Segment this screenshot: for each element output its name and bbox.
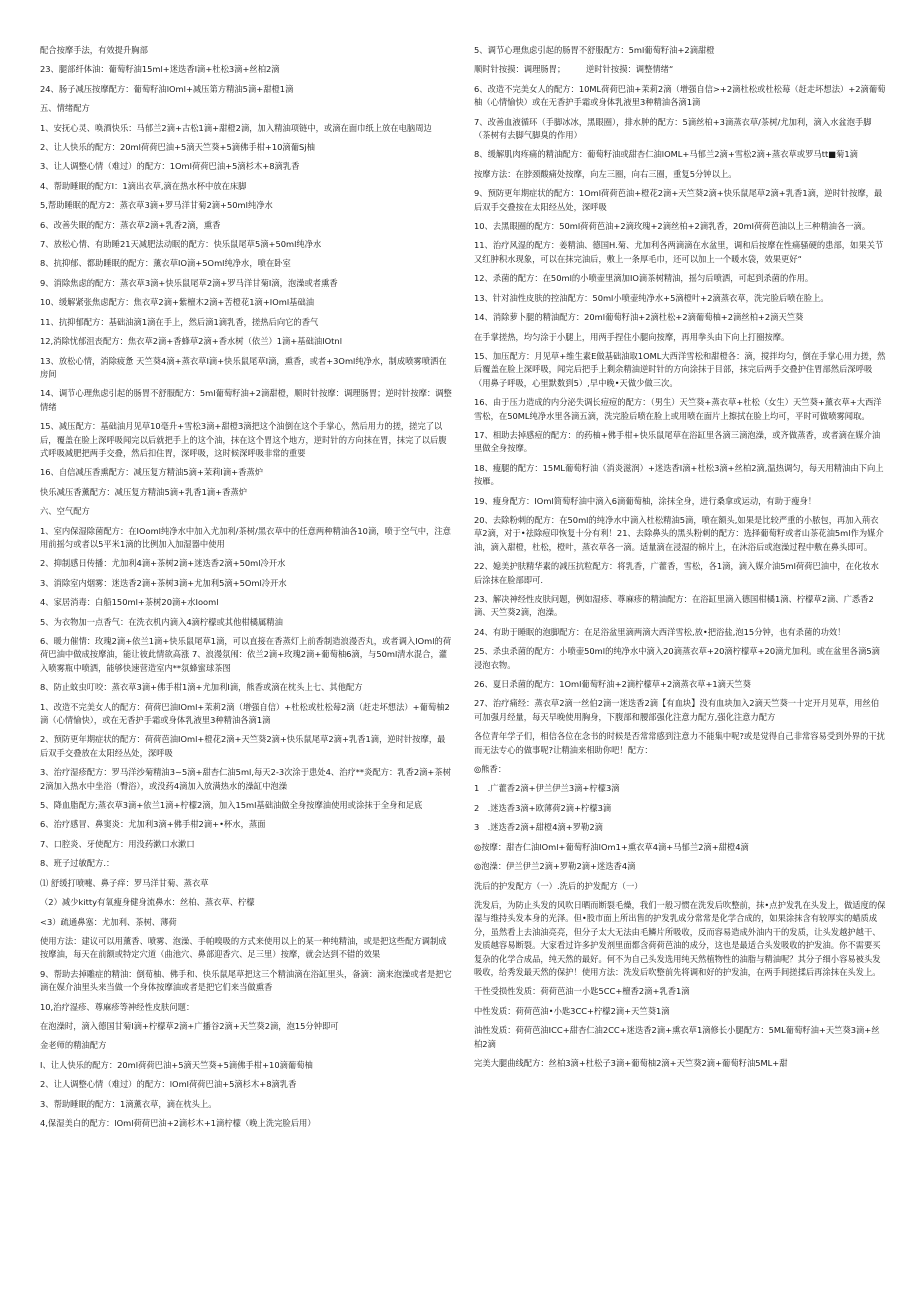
left-paragraph: 4、家居消毒：白船150ml+茶树20滴+水Iooml	[40, 597, 219, 608]
left-paragraph: 4、帮助睡眠的配方I：1滴出衣草,滴在热水杯中放在床脚	[40, 180, 247, 191]
left-paragraph: 2、预防更年期症状的配方：荷荷芭油IOml+橙花2滴+天竺葵2滴+快乐鼠尾草2滴+乳香1滴，逆时针按摩，最后双手交叠放在太阳经丛处，深呼吸	[40, 734, 446, 758]
left-paragraph: 6、改善失眠的配方：蒸衣草2滴+乳香2滴，熏香	[40, 219, 221, 230]
left-paragraph: 15、减压配方：基础油月见草10毫升+雪松3滴+甜橙3滴把这个油倒在这个手掌心，然后用力的搓，搓完了以后，覆盖在脸上深呼吸闻完以后就把手上的这个油，抹在这个胃这个地方，逆时针的方向抹在胃，抹完了以后腹式呼吸减肥把两手交叠，然后扣住胃，深呼吸，这时候深呼吸非常的重要	[40, 421, 447, 458]
right-paragraph: ◎按摩：甜杏仁油lOml+葡萄籽油lOm1+熏衣草4滴+马郁兰2滴+甜橙4滴	[474, 841, 749, 852]
left-paragraph: 7、口腔炎、牙使配方：用没药漱口水漱口	[40, 838, 195, 849]
right-paragraph: 1 .广藿香2滴+伊兰伊兰3滴+柠檬3滴	[474, 783, 620, 794]
right-paragraph: 14、消除萝卜腿的精油配方：20ml葡萄籽油+2滴杜松+2滴葡萄柚+2滴丝柏+2滴天竺葵	[474, 312, 804, 323]
left-paragraph: 7、放松心情、有助睡21天减肥法动眠的配方：快乐鼠尾草5滴+50ml纯净水	[40, 239, 322, 250]
left-paragraph: 11、抗抑郁配方：基础油滴1滴在手上，然后滴1滴乳香，搓热后向它的香气	[40, 316, 319, 327]
left-paragraph: 快乐减压香薰配方：减压复方精油5滴+乳香1滴+香蒸炉	[40, 486, 247, 497]
left-paragraph: 2、让人调整心情（难过）的配方：lOml荷荷巴油+5滴杉木+8滴乳香	[40, 1079, 297, 1090]
right-paragraph: 27、治疗痛经：蒸衣草2滴一丝伯2滴一迷迭香2滴【有血块】没有血块加入2滴天竺葵一十定开月见草，用丝伯可加强月经量，每天早晚使用胸身，下腹部和腰部强化注意力配方,强化注意力配方	[474, 698, 880, 722]
left-paragraph: 23、腿部纤体油：葡萄籽油15ml+迷迭香I滴+杜松3滴+丝柏2滴	[40, 64, 280, 75]
left-paragraph: 10、缓解紧张焦虑配方：焦衣草2滴+紫檀木2滴+苦橙花1滴+IOml基础油	[40, 297, 315, 308]
left-paragraph: <3）疏通鼻塞：尤加利、茶树、薄荷	[40, 916, 177, 927]
left-paragraph: 1、改造不完美女人的配方：荷荷巴油IOml+茉莉2滴（增强自信）+杜松或杜松莓2滴（赶走坏想法）+葡萄柚2滴（心情愉快），或在无香护手霜或身体乳液里3种精油各滴1滴	[40, 701, 450, 726]
right-paragraph: 10、去黑眼圈的配方：50ml荷荷芭油+2滴玫瑰+2滴丝柏+2滴乳香，20ml荷荷芭油以上三种精油各一滴。	[474, 221, 871, 232]
right-paragraph: 20、去除粉刺的配方：在50ml的纯净水中滴入杜松精油5滴，喷在额头,如果是比较严重的小脓包，再加入荊衣草2滴，对于•祛除痘印恢复十分有利！21、去除鼻头的黑头粉刺的配方：选择葡萄籽或者山茶花油5ml作为媒介油，滴入甜橙，杜松，橙叶，蒸衣草各一滴。适量滴在浸湿的棉片上，在沐浴后或泡澡过程中敷在鼻头即可。	[474, 514, 884, 552]
right-paragraph: 完美大腿曲线配方：丝柏3滴+杜松子3滴+葡萄柚2滴+天竺葵2滴+葡萄籽油5ML+甜	[474, 1057, 788, 1068]
right-paragraph: 22、媳美护肤精华素的减压抗粒配方：将乳香，广藿香，雪松，各1滴，滴入媒介油5ml荷荷巴油中，在化妆水后涂抹在脸部即可.	[474, 561, 879, 585]
left-paragraph: 3、帮助睡眠的配方：1滴薰衣草，滴在枕头上。	[40, 1098, 217, 1109]
left-paragraph: 12,消除忧郁沮丧配方：焦衣草2滴+香蜂草2滴+香水树（依兰）1滴+基础油IOtnl	[40, 336, 342, 347]
left-paragraph: 2、让人快乐的配方：20ml荷荷巴油+5滴天竺葵+5滴佛手柑+10滴葡Sj柚	[40, 142, 315, 153]
right-paragraph: 2 .迷迭香3滴+欧薄荷2滴+柠檬3滴	[474, 802, 612, 813]
left-paragraph: 使用方法：建议可以用薰香、喷雾、泡澡、手帕嗅吸的方式来使用以上的某一种纯精油，或是把这些配方调制成按摩油，每天在前额或特定穴道（曲池穴、鼻部迎香穴、足三里）按摩，就会达到不错的效果	[40, 935, 447, 960]
right-paragraph: 15、加压配方：月见草+维生素E做基础油取1OML大西洋雪松和甜橙各：滴，搅拌均匀，倒在手掌心用力搓，然后覆盖在脸上深呼吸，闻完后把手上剩余精油逆时针的方向涂抹于目部，抹完后两手交叠护住胃部然后深呼吸（用鼻子呼吸，心里默数到5）,早中晚•天做少做三次。	[474, 350, 886, 388]
right-column	[474, 44, 886, 1281]
right-paragraph: 6、改造不完美女人的配方：10ML荷荷巴油+茉莉2滴（增强自信>+2滴杜松或杜松莓（赶走坏想法）+2滴葡萄柚（心情愉快）或在无香护手霜或身体乳液里3种精油各滴1滴	[474, 83, 886, 108]
right-paragraph: 洗发后，为防止头发的风吹日晒而断裂毛燥，我们一般习惯在洗发后吹整前，抹•点护发乳在头发上，做适度的保湿与维持头发本身的光泽。但•股市面上所出售的护发乳成分常常是化学合成的，如果涂抹含有较厚实的蜡质成分，虽然看上去油油亮亮，但分子太大无法由毛鳞片所吸收，反而容易造成外油内干的发质，让头发越护越干、发质越容易断裂。大家看过许多护发剂里面都含荷荷芭油的成分，这也是最适合头发吸收的护发油。你不需要买复杂的化学合成品，纯天然的最好。何不为自己头发选用纯天然植物性的油脂与精油呢？其分子细小容易被头发吸收，给秀发最天然的保护！使用方法：洗发后吹整前先将调和好的护发油，在两手间搓揉后再涂抹在头发上。	[474, 899, 886, 977]
left-paragraph: 16、自信减压香熏配方：减压复方精油5滴+茉莉I滴+香蒸炉	[40, 467, 264, 478]
right-paragraph: 19、瘦身配方：IOml简萄籽油中滴入6滴葡萄柚，涂抹全身，进行桑拿或运动，有助于瘦身！	[474, 495, 817, 506]
left-paragraph: 在泡澡时，滴入德国甘菊I滴+柠檬草2滴+广播谷2滴+天竺葵2滴，泡15分钟即可	[40, 1020, 339, 1031]
left-paragraph: 六、空气配方	[40, 506, 90, 517]
right-paragraph: 13、针对油性皮肤的控油配方：50ml小喷壶纯净水+5滴橙叶+2滴蒸衣草，洗完脸后喷在脸上。	[474, 292, 829, 303]
left-paragraph: 3、让人调整心情（难过）的配方：1Oml荷荷巴油+5滴杉木+8滴乳香	[40, 161, 300, 172]
left-paragraph: ⑴ 舒缓打喷嚏、鼻子痒：罗马洋甘菊、蒸衣草	[40, 877, 209, 888]
left-paragraph: 五、情绪配方	[40, 103, 90, 114]
right-paragraph: 各位青年学子们，相信各位在念书的时候是否常常感到注意力不能集中呢?或是觉得自己非常容易受到外界的干扰而无法专心的做事呢?让精油来相助你吧！配方：	[474, 731, 885, 755]
left-paragraph: 5、为衣物加一点香气：在洗衣机内滴入4滴柠檬或其他柑橘属精油	[40, 616, 283, 627]
right-paragraph: 9、预防更年期症状的配方：1Oml荷荷芭油+橙花2滴+天竺葵2滴+快乐鼠尾草2滴+乳香1滴，逆时针按摩，最后双手交叠按在太阳经丛处，深呼吸	[474, 188, 883, 212]
left-paragraph: 6、暖力催情：玫瑰2滴+依兰1滴+快乐鼠尾草1滴，可以直接在香蒸灯上前香制造浪漫否丸，或者调入IOml的荷荷巴油中做成按摩油，能让彼此情欲高涨 7、浪漫氛闱：依兰2滴+玫瑰2滴+葡萄柚6滴，与50ml清水混合，灌入喷雾瓶中喷洒，能够快速营造室内**氛蜂蜜球茶图	[40, 636, 452, 673]
left-paragraph: 8、班子过敏配方.：	[40, 858, 115, 869]
right-paragraph: 油性发质：荷荷芭油ICC+甜杏仁油2CC+迷迭香2滴+熏衣草1滴修长小腿配方：5ML葡萄籽油+天竺葵3滴+丝柏2滴	[474, 1025, 880, 1049]
left-paragraph: 1、安抚心灵、唤酒快乐：马郁兰2滴+古松1滴+甜橙2滴，加入精油项链中，或滴在面巾纸上放在电脑周边	[40, 122, 432, 133]
left-paragraph: 9、消除焦虑的配方：蒸衣草3滴+快乐鼠尾草2滴+罗马洋甘菊I滴，泡澡或者熏香	[40, 277, 338, 288]
right-paragraph: 中性发质：荷荷芭油•小匙3CC+柠檬2滴+天竺葵1滴	[474, 1005, 670, 1016]
right-paragraph: 洗后的护发配方（一）.洗后的护发配方（一）	[474, 880, 643, 891]
right-paragraph: 在手掌搓热，均匀涂于小腿上，用两手捏住小腿向按摩，再用拳头由下向上打圈按摩。	[474, 331, 790, 342]
left-paragraph: 8、防止蚊虫叮咬：蒸衣草3滴+佛手柑1滴+尤加利I滴，熊香或滴在枕头上七、其他配方	[40, 682, 363, 693]
right-paragraph: 16、由于压力造成的内分泌失调长痘痘的配方：（男生）天竺葵+蒸衣草+杜松（女生）天竺葵+薰衣草+大西洋雪松，在50ML纯净水里各滴五滴，洗完脸后喷在脸上或用喷在面片上擦拭在脸上均可，平时可做喷雾闻取。	[474, 397, 882, 421]
left-paragraph: 14、调节心理焦虑引起的肠胃不舒服配方：5ml葡萄籽油+2滴甜橙，顺时针按摩：调理肠胃；逆时针按摩：调整情绪	[40, 388, 452, 412]
right-paragraph: 25、杀虫杀菌的配方：小喷壶50ml的纯净水中滴入20滴蒸衣草+20滴柠檬草+20滴尤加利。或在盆里各滴5滴浸泡衣物。	[474, 646, 880, 670]
left-paragraph: 3、消除室内烟雾：迷迭香2滴+茶树3滴+尤加利5滴+5Oml冷开水	[40, 577, 287, 588]
left-paragraph: 2、抑制感日传播：尤加利4滴+茶树2滴+迷迭香2滴+50ml冷开水	[40, 558, 286, 569]
right-paragraph: 干性受损性发质：荷荷芭油一小匙5CC+檀香2滴+乳香1滴	[474, 986, 690, 997]
left-paragraph: 13、放松心情，消除疲惫 天竺葵4滴+蒸衣草I滴+快乐鼠尾草I滴，熏香，或者+3Oml纯净水，制成喷雾喷洒在房间	[40, 355, 447, 379]
right-paragraph: 5、调节心理焦虑引起的肠胃不舒服配方：5ml葡萄籽油+2滴甜橙	[474, 45, 715, 55]
right-paragraph: ◎熊香：	[474, 764, 507, 775]
left-paragraph: 金老师的精油配方	[40, 1040, 107, 1051]
right-paragraph: 按摩方法：在脖颈酸痛处按摩，向左三圈，向右三圈，重复5分钟以上。	[474, 168, 737, 179]
right-paragraph: 8、缓解肌肉疼痛的精油配方：葡萄籽油或甜杏仁油lOML+马郁兰2滴+雪松2滴+蒸衣草或罗马tt■菊1滴	[474, 149, 858, 160]
left-paragraph: （2）减少kitty有氧瘦身健身流鼻水：丝柏、蒸衣草、柠檬	[40, 897, 255, 908]
left-paragraph: 5、降血脂配方;蒸衣草3滴+依兰1滴+柠檬2滴，加入15ml基础油做全身按摩油使用或涂抹于全身和足底	[40, 800, 423, 811]
right-paragraph: ◎泡澡：伊兰伊兰2滴+罗勒2滴+迷迭香4滴	[474, 861, 636, 872]
left-column	[40, 44, 452, 1281]
right-paragraph: 顺时针按摸：调理肠胃； 逆时针按摸：调整情绪“	[474, 64, 674, 75]
left-paragraph: 3、治疗湿疹配方：罗马洋沙菊精油3~5滴+甜杏仁油5ml,每天2-3次涂于患处4、治疗**炎配方：乳香2滴+茶树2滴加入热水中坐浴（臀浴），或没药4滴加入放满热水的澡缸中泡澡	[40, 767, 451, 791]
right-paragraph: 17、相助去掉感痘的配方：的药柚+佛手柑+快乐鼠尾草在浴缸里各滴三滴泡澡，或齐做蒸香，或者滴在媒介油里做全身按摩。	[474, 429, 881, 454]
left-paragraph: 5,帮助睡眠的配方2：蒸衣草3滴+罗马洋甘菊2滴+50ml纯净水	[40, 200, 273, 211]
left-paragraph: 8、抗抑郁、都助睡眠的配方：薰衣草IO滴+5Oml纯净水，喷在卧室	[40, 258, 291, 269]
left-paragraph: 9、帮助去掉雕症的精油：倒荀柚、佛手和、快乐鼠尾草把这三个精油滴在浴缸里头，备滴：滴来泡澡或者是把它滴在媒介油里头来当做一个身体按摩油或者是把它们来当做熏香	[40, 968, 452, 993]
left-paragraph: 4,保湿美白的配方：lOml荷荷巴油+2滴杉木+1滴柠檬（晚上洗完脸后用）	[40, 1117, 316, 1128]
left-paragraph: 24、肠子减压按摩配方：葡萄籽油lOml+减压第方精油5滴+甜橙1滴	[40, 83, 294, 94]
left-paragraph: 6、治疗感冒、鼻窦炎：尤加利3滴+佛手柑2滴+•杯水，蒸面	[40, 819, 266, 830]
right-paragraph: 3 .迷迭香2滴+甜橙4滴+罗勒2滴	[474, 822, 603, 833]
right-paragraph: 18、瘦腿的配方：15ML葡萄籽油（消炎滋润）+迷迭香I滴+杜松3滴+丝柏2滴,温热调匀，每天用精油由下向上按雁。	[474, 462, 884, 487]
left-paragraph: 1、室内保湿除菌配方：在IOoml纯净水中加入尤加利/茶树/黑衣草中的任意两种精油各10滴，喷于空气中，注意用前摇匀或者以5平米1滴的比例加入加湿器中使用	[40, 525, 451, 549]
right-paragraph: 24、有助于睡眠的泡脚配方：在足浴盆里滴两滴大西洋雪松,放•把浴盐,泡15分钟，也有杀菌的功效！	[474, 626, 846, 637]
left-paragraph: 配合按摩手法，有效提升胸部	[40, 45, 148, 55]
left-paragraph: 10,治疗湿疹、尊麻疹等神经性皮肤问题：	[40, 1001, 195, 1012]
right-paragraph: 26、夏日杀菌的配方：1Oml葡萄籽油+2滴柠檬草+2滴蒸衣草+1滴天竺葵	[474, 679, 751, 690]
right-paragraph: 11、治疗风湿的配方：姜精油、德国H.菊、尤加利各两滴滴在水盆里，调和后按摩在性痛骚硬的患部，如果关节又红肿积水现象，可以在抹完油后，敷上一条厚毛巾，还可以加上一个暖水袋，效果更好“	[474, 240, 884, 264]
left-paragraph: I、让人快乐的配方：20ml荷荷巴油+5滴天竺葵+5滴佛手柑+10滴葡萄柚	[40, 1059, 313, 1070]
right-paragraph: 23、解决神经性皮肤问题，例如湿疹、尊麻疹的精油配方：在浴缸里滴入德国柑橘1滴、柠檬草2滴、广悉香2滴、天竺葵2滴，泡澡。	[474, 594, 874, 618]
right-paragraph: 12、杀菌的配方：在50ml的小喷壶里滴加IO滴茶树精油，摇匀后喷洒，可起到杀菌的作用。	[474, 273, 814, 284]
right-paragraph: 7、改善血液循环（手脚冰冰，黑眼圈），排水肿的配方：5滴丝柏+3滴蒸衣草/茶树/尤加利，滴入水盆泡手脚（茶树有去脚气脚臭的作用）	[474, 116, 872, 141]
